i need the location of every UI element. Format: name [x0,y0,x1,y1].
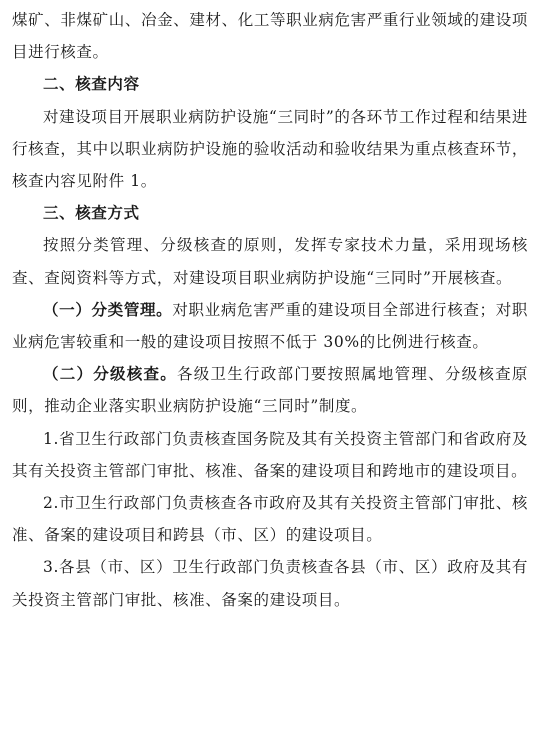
list-item-1: 1.省卫生行政部门负责核查国务院及其有关投资主管部门和省政府及其有关投资主管部门审批、核准、备案的建设项目和跨地市的建设项目。 [12,429,528,480]
content-paragraph: 对建设项目开展职业病防护设施“三同时”的各环节工作过程和结果进行核查，其中以职业病防护设施的验收活动和验收结果为重点核查环节，核查内容见附件 1。 [12,107,528,191]
intro-paragraph: 煤矿、非煤矿山、冶金、建材、化工等职业病危害严重行业领域的建设项目进行核查。 [12,11,528,62]
section-heading-method: 三、核查方式 [43,204,140,223]
list-item-3: 3.各县（市、区）卫生行政部门负责核查各县（市、区）政府及其有关投资主管部门审批、核准、备案的建设项目。 [12,558,528,609]
classification-paragraph [12,294,528,358]
classification-body: 对职业病危害严重的建设项目全部进行核查；对职业病危害较重和一般的建设项目按照不低于 30%的比例进行核查。 [12,300,528,352]
section-heading-content: 二、核查内容 [43,75,140,94]
level-body: 各级卫生行政部门要按照属地管理、分级核查原则，推动企业落实职业病防护设施“三同时”制度。 [12,365,528,416]
level-lead: （二）分级核查。 [43,364,177,384]
classification-lead: （一）分类管理。 [43,299,173,319]
method-paragraph: 按照分类管理、分级核查的原则，发挥专家技术力量，采用现场核查、查阅资料等方式，对建设项目职业病防护设施“三同时”开展核查。 [12,236,528,287]
list-item-2: 2.市卫生行政部门负责核查各市政府及其有关投资主管部门审批、核准、备案的建设项目和跨县（市、区）的建设项目。 [12,494,528,545]
level-paragraph [12,358,528,422]
